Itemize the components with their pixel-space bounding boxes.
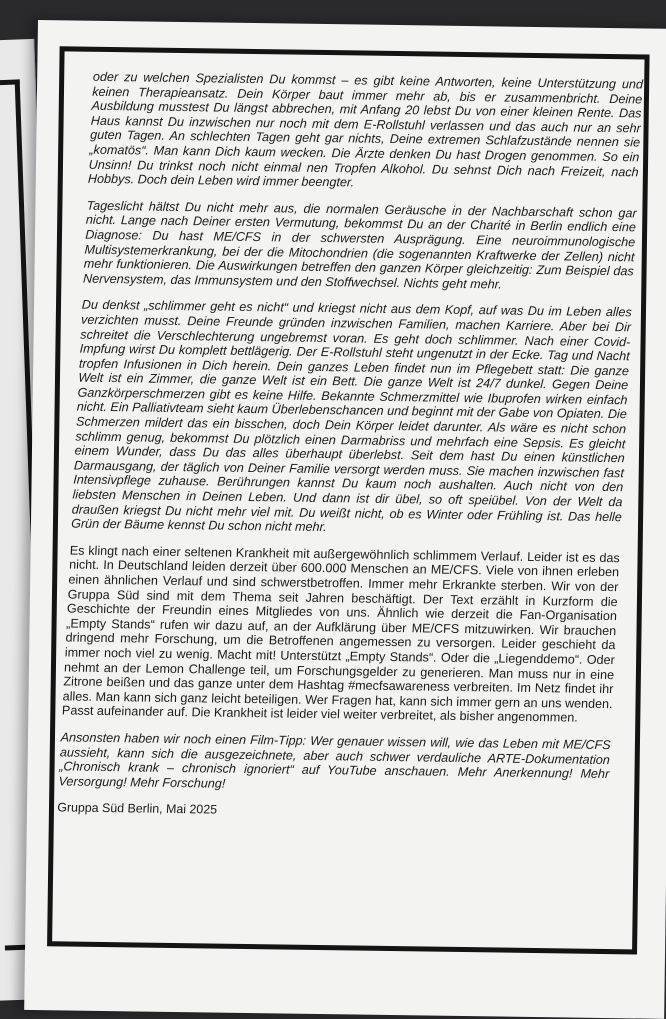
paragraph-4: Es klingt nach einer seltenen Krankheit mit außergewöhnlich schlimmem Verlauf. Leider ist es das nicht. In Deutschland leiden derzeit über 600.000 Menschen an ME/CFS. Viele von ihnen erleben einen ähnlichen Verlauf und sind schwerstbetroffen. Immer mehr Erkrankte sterben. Wir von der Gruppa Süd sind mit dem Thema seit Jahren beschäftigt. Der Text erzählt in Kurzform die Geschichte der Freundin eines Mitgliedes von uns. Ähnlich wie derzeit die Fan-Organisation „Empty Stands“ rufen wir dazu auf, an der Aufklärung über ME/CFS mitzuwirken. Wir brauchen dringend mehr Forschung, um die Betroffenen angemessen zu versorgen. Leider geschieht da immer noch viel zu wenig. Macht mit! Unterstützt „Empty Stands“. Oder die „Liegenddemo“. Oder nehmt an der Lemon Challenge teil, um Forschungsgelder zu generieren. Man muss nur in eine Zitrone beißen und das ganze unter dem Hashtag #mecfsawareness verbreiten. Im Netz findet ihr alles. Man kann sich ganz leicht beteiligen. Wer Fragen hat, kann sich immer gern an uns wenden. Passt aufeinander auf. Die Krankheit ist leider viel weiter verbreitet, als bisher angenommen. <box>61 543 621 725</box>
paragraph-2: Tageslicht hältst Du nicht mehr aus, die normalen Geräusche in der Nachbarschaft schon gar nicht. Lange nach Deiner ersten Vermutung, bekommst Du an der Charité in Berlin endlich eine Diagnose: Du hast ME/CFS in der schwersten Ausprägung. Eine neuroimmunologische Multisystemerkrankung, bei der die Mitochondrien (die sogenannten Kraftwerke der Zellen) nicht mehr funktionieren. Die Auswirkungen betreffen den ganzen Körper gleichzeitig: Zum Beispiel das Nervensystem, das Immunsystem und den Stoffwechsel. Nichts geht mehr. <box>82 198 637 292</box>
signature: Gruppa Süd Berlin, Mai 2025 <box>56 800 218 817</box>
page-text <box>57 70 643 823</box>
page-border-frame <box>47 46 650 954</box>
booklet-page <box>24 20 666 1019</box>
paragraph-1: oder zu welchen Spezialisten Du kommst – es gibt keine Antworten, keine Unterstützung und keinen Therapieansatz. Dein Körper baut immer mehr ab, bis er zusammenbricht. Deine Ausbildung musstest Du längst abbrechen, mit Anfang 20 lebst Du von einer kleinen Rente. Das Haus kannst Du inzwischen nur noch mit dem E-Rollstuhl verlassen und das auch nur an sehr guten Tagen. An schlechten Tagen geht gar nichts, Deine extremen Schlafzustände nennen sie „komatös“. Man kann Dich kaum wecken. Die Ärzte denken Du hast Drogen genommen. So ein Unsinn! Du trinkst noch nicht einmal nen Tropfen Alkohol. Du sehnst Dich nach Freizeit, nach Hobbys. Doch dein Leben wird immer beengter. <box>87 69 644 190</box>
paragraph-3: Du denkst „schlimmer geht es nicht“ und kriegst nicht aus dem Kopf, auf was Du im Leben alles verzichten musst. Deine Freunde gründen inzwischen Familien, machen Karriere. Aber bei Dir schreitet die Verschlechterung ungebremst voran. Es geht doch schlimmer. Nach einer Covid-Impfung wirst Du komplett bettlägerig. Der E-Rollstuhl steht ungenutzt in der Ecke. Tag und Nacht tropfen Infusionen in Dich herein. Dein ganzes Leben findet nun im Pflegebett statt: Die ganze Welt ist ein Zimmer, die ganze Welt ist ein Bett. Die ganze Welt ist 24/7 dunkel. Gegen Deine Ganzkörperschmerzen gibt es keine Hilfe. Bekannte Schmerzmittel wie Ibuprofen wirken einfach nicht. Ein Palliativteam sieht kaum Überlebenschancen und beginnt mit der Gabe von Opiaten. Die Schmerzen mildert das ein bisschen, doch Dein Körper leidet darunter. Als wäre es nicht schon schlimm genug, bekommst Du plötzlich einen Darmabriss und mehrfach eine Sepsis. Es gleicht einem Wunder, dass Du das alles überhaupt überlebst. Seit dem hast Du einen künstlichen Darmausgang, der täglich von Deiner Familie versorgt werden muss. Sie machen inzwischen fast Intensivpflege zuhause. Berührungen kannst Du kaum noch aushalten. Auch nicht von den liebsten Menschen in Deinen Leben. Und dann ist dir übel, so oft speiübel. Von der Welt da draußen kriegst Du nicht mehr viel mit. Du weißt nicht, ob es Winter oder Frühling ist. Das helle Grün der Bäume kennst Du schon nicht mehr. <box>70 297 633 535</box>
paragraph-5: Ansonsten haben wir noch einen Film-Tipp: Wer genauer wissen will, wie das Leben mit ME/CFS aussieht, kann sich die ausgezeichnete, aber auch schwer verdauliche ARTE-Dokumentation „Chronisch krank – chronisch ignoriert“ auf YouTube anschauen. Mehr Anerkennung! Mehr Versorgung! Mehr Forschung! <box>58 730 611 791</box>
